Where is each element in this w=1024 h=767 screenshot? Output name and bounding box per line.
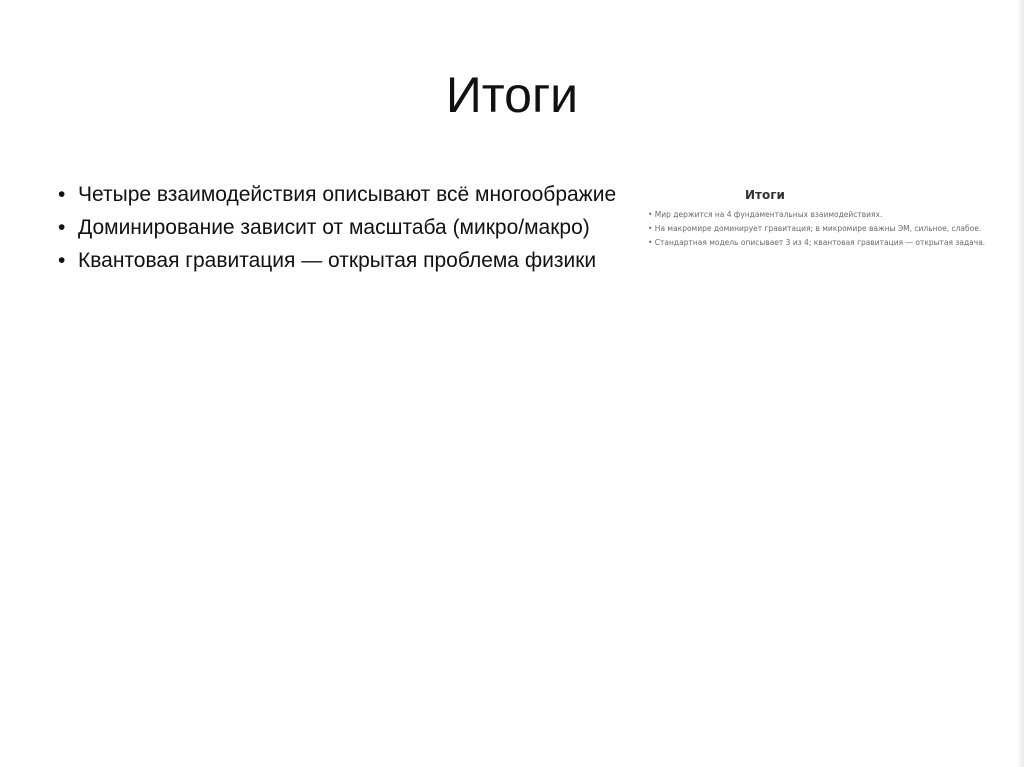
bullet-marker: • xyxy=(58,249,66,272)
embedded-image-line: • Стандартная модель описывает 3 из 4; квантовая гравитация — открытая задача. xyxy=(648,238,986,247)
bullet-item xyxy=(58,178,616,211)
bullet-marker: • xyxy=(58,183,66,206)
embedded-summary-image xyxy=(645,184,1024,252)
bullet-text: Четыре взаимодействия описывают всё многоображие xyxy=(78,183,616,206)
embedded-image-list xyxy=(648,208,985,250)
slide-title: Итоги xyxy=(445,67,579,123)
bullet-marker: • xyxy=(58,216,66,239)
bullet-item xyxy=(58,211,616,244)
embedded-image-line: • Мир держится на 4 фундаментальных взаимодействиях. xyxy=(648,210,883,219)
embedded-image-title: Итоги xyxy=(745,188,785,202)
bullet-list xyxy=(58,178,616,277)
bullet-text: Квантовая гравитация — открытая проблема физики xyxy=(78,249,597,272)
bullet-text: Доминирование зависит от масштаба (микро/макро) xyxy=(78,216,590,239)
embedded-image-line: • На макромире доминирует гравитация; в микромире важны ЭМ, сильное, слабое. xyxy=(648,224,982,233)
bullet-item xyxy=(58,244,616,277)
